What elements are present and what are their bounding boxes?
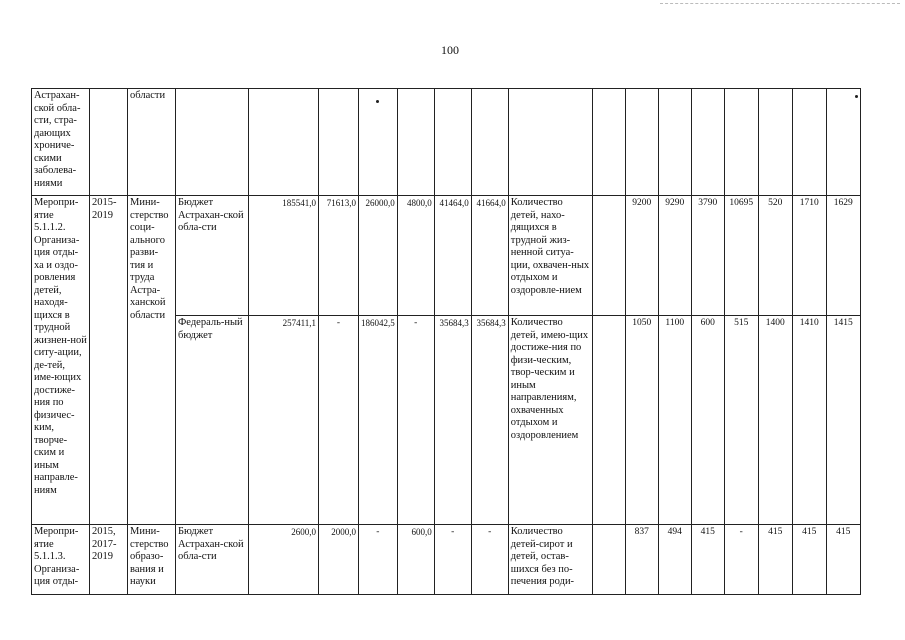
indicator-value-cell: 415 [758,525,792,595]
indicator-value-cell: 1050 [625,316,658,525]
value-cell: 41464,0 [434,196,471,316]
value-cell: 71613,0 [319,196,359,316]
indicator-value-cell: 1100 [658,316,691,525]
indicator-value-cell [658,89,691,196]
executor-cell: Мини-стерство образо-вания и науки [128,525,176,595]
indicator-value-cell: 1410 [792,316,826,525]
page-number: 100 [441,43,459,57]
value-cell: 600,0 [397,525,434,595]
scan-dot [376,100,379,103]
indicator-value-cell [691,89,724,196]
total-cell: 2600,0 [249,525,319,595]
indicator-value-cell: 1400 [758,316,792,525]
spacer-cell [592,525,625,595]
source-cell: Бюджет Астрахан-ской обла-сти [176,196,249,316]
value-cell: 41664,0 [471,196,508,316]
indicator-value-cell: 9200 [625,196,658,316]
value-cell: 186042,5 [359,316,398,525]
indicator-value-cell [792,89,826,196]
value-cell: - [434,525,471,595]
indicator-value-cell: 10695 [724,196,758,316]
indicator-value-cell [758,89,792,196]
value-cell [434,89,471,196]
indicator-value-cell: 415 [792,525,826,595]
indicator-value-cell: 837 [625,525,658,595]
table-row [32,89,861,196]
indicator-value-cell [724,89,758,196]
years-cell: 2015-2019 [90,196,128,525]
years-cell [90,89,128,196]
executor-cell: области [128,89,176,196]
value-cell: - [359,525,398,595]
scan-artifact [660,3,900,5]
program-table [31,88,861,595]
source-cell: Бюджет Астрахан-ской обла-сти [176,525,249,595]
spacer-cell [592,196,625,316]
indicator-value-cell: 415 [691,525,724,595]
value-cell: 26000,0 [359,196,398,316]
indicator-value-cell: - [724,525,758,595]
spacer-cell [592,316,625,525]
total-cell: 185541,0 [249,196,319,316]
value-cell: 35684,3 [434,316,471,525]
executor-cell: Мини-стерство соци-ального разви-тия и труда Астра-ханской области [128,196,176,525]
indicator-value-cell: 1710 [792,196,826,316]
indicator-cell: Количество детей-сирот и детей, остав-шихся без по-печения роди- [508,525,592,595]
indicator-value-cell: 600 [691,316,724,525]
event-cell: Астрахан-ской обла-сти, стра-дающих хрониче-скими заболева-ниями [32,89,90,196]
value-cell [359,89,398,196]
table-row [32,196,861,316]
indicator-value-cell: 1415 [826,316,860,525]
source-cell: Федераль-ный бюджет [176,316,249,525]
indicator-value-cell: 9290 [658,196,691,316]
years-cell: 2015, 2017-2019 [90,525,128,595]
scan-dot [855,95,858,98]
indicator-cell: Количество детей, нахо-дящихся в трудной жиз-ненной ситуа-ции, охвачен-ных отдыхом и оздоровле-нием [508,196,592,316]
event-cell: Меропри-ятие 5.1.1.2. Организа-ция отды-ха и оздо-ровления детей, находя-щихся в трудной жизнен-ной ситу-ации, де-тей, име-ющих достиже-ния по физичес-ким, творче-ским и иным направле-ниям [32,196,90,525]
indicator-value-cell: 415 [826,525,860,595]
value-cell: 35684,3 [471,316,508,525]
indicator-value-cell: 494 [658,525,691,595]
value-cell: - [319,316,359,525]
indicator-cell [508,89,592,196]
value-cell [471,89,508,196]
value-cell: - [471,525,508,595]
spacer-cell [592,89,625,196]
value-cell [397,89,434,196]
table-row [32,525,861,595]
source-cell [176,89,249,196]
value-cell [319,89,359,196]
total-cell [249,89,319,196]
indicator-value-cell [826,89,860,196]
indicator-value-cell [625,89,658,196]
indicator-value-cell: 3790 [691,196,724,316]
value-cell: 2000,0 [319,525,359,595]
indicator-value-cell: 515 [724,316,758,525]
indicator-value-cell: 520 [758,196,792,316]
indicator-value-cell: 1629 [826,196,860,316]
event-cell: Меропри-ятие 5.1.1.3. Организа-ция отды- [32,525,90,595]
total-cell: 257411,1 [249,316,319,525]
indicator-cell: Количество детей, имею-щих достиже-ния по физи-ческим, твор-ческим и иным направлениям, охваченных отдыхом и оздоровлением [508,316,592,525]
value-cell: - [397,316,434,525]
value-cell: 4800,0 [397,196,434,316]
